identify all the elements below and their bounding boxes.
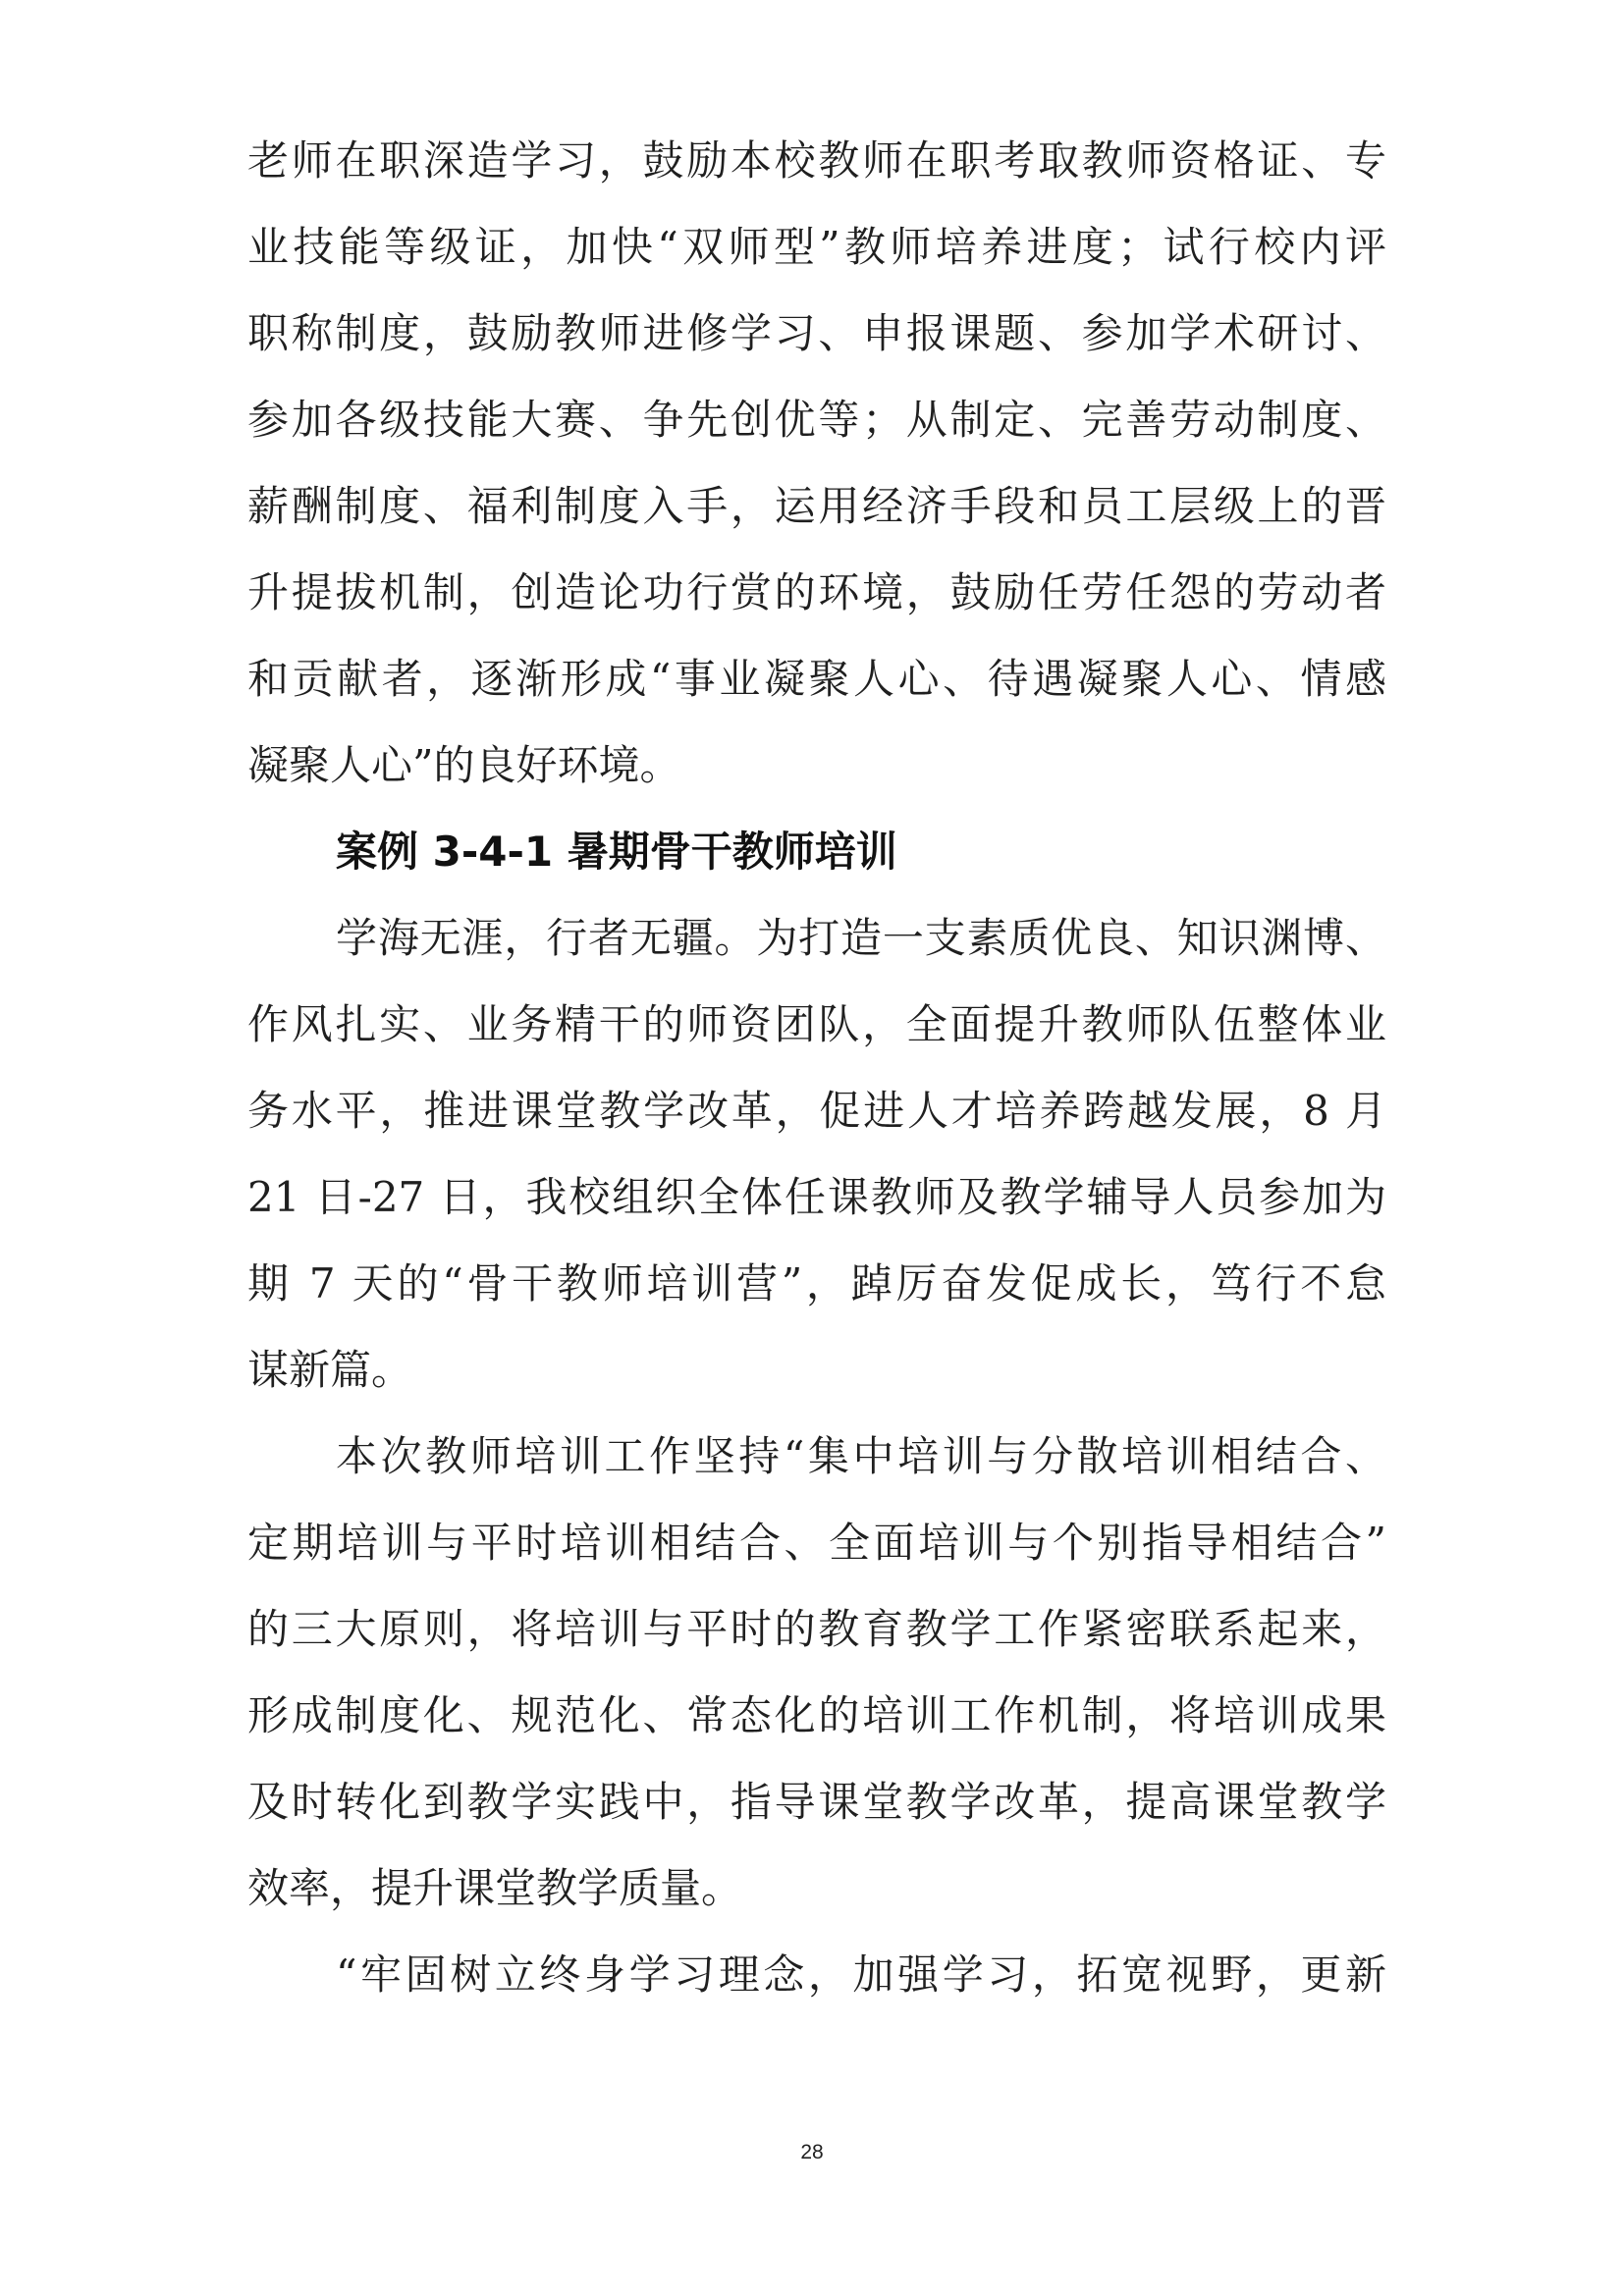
paragraph-line: 定期培训与平时培训相结合、全面培训与个别指导相结合”: [247, 1519, 1386, 1567]
paragraph-line: 形成制度化、规范化、常态化的培训工作机制，将培训成果: [247, 1691, 1386, 1739]
paragraph-line: 效率，提升课堂教学质量。: [247, 1864, 743, 1912]
paragraph-line: 和贡献者，逐渐形成“事业凝聚人心、待遇凝聚人心、情感: [247, 655, 1386, 703]
paragraph-line: 学海无涯，行者无疆。为打造一支素质优良、知识渊博、: [336, 914, 1386, 962]
paragraph-line: 期 7 天的“骨干教师培训营”，踔厉奋发促成长，笃行不怠: [247, 1259, 1386, 1308]
paragraph-line: 务水平，推进课堂教学改革，促进人才培养跨越发展，8 月: [247, 1087, 1386, 1135]
paragraph-line: 职称制度，鼓励教师进修学习、申报课题、参加学术研讨、: [247, 309, 1386, 357]
paragraph-line: 薪酬制度、福利制度入手，运用经济手段和员工层级上的晋: [247, 482, 1386, 530]
page-number: 28: [800, 2141, 824, 2163]
paragraph-line: 老师在职深造学习，鼓励本校教师在职考取教师资格证、专: [247, 136, 1386, 185]
paragraph-line: 升提拔机制，创造论功行赏的环境，鼓励任劳任怨的劳动者: [247, 568, 1386, 616]
paragraph-line: 参加各级技能大赛、争先创优等；从制定、完善劳动制度、: [247, 396, 1386, 444]
paragraph-line: 21 日-27 日，我校组织全体任课教师及教学辅导人员参加为: [247, 1173, 1386, 1221]
paragraph-line: 及时转化到教学实践中，指导课堂教学改革，提高课堂教学: [247, 1778, 1386, 1826]
case-heading: 案例 3-4-1 暑期骨干教师培训: [336, 828, 897, 876]
paragraph-line: “牢固树立终身学习理念，加强学习，拓宽视野，更新: [336, 1950, 1386, 1999]
paragraph-line: 谋新篇。: [247, 1346, 413, 1394]
paragraph-line: 凝聚人心”的良好环境。: [247, 741, 681, 789]
paragraph-line: 业技能等级证，加快“双师型”教师培养进度；试行校内评: [247, 223, 1386, 271]
paragraph-line: 作风扎实、业务精干的师资团队，全面提升教师队伍整体业: [247, 1000, 1386, 1048]
paragraph-line: 的三大原则，将培训与平时的教育教学工作紧密联系起来，: [247, 1605, 1386, 1653]
paragraph-line: 本次教师培训工作坚持“集中培训与分散培训相结合、: [336, 1432, 1386, 1480]
